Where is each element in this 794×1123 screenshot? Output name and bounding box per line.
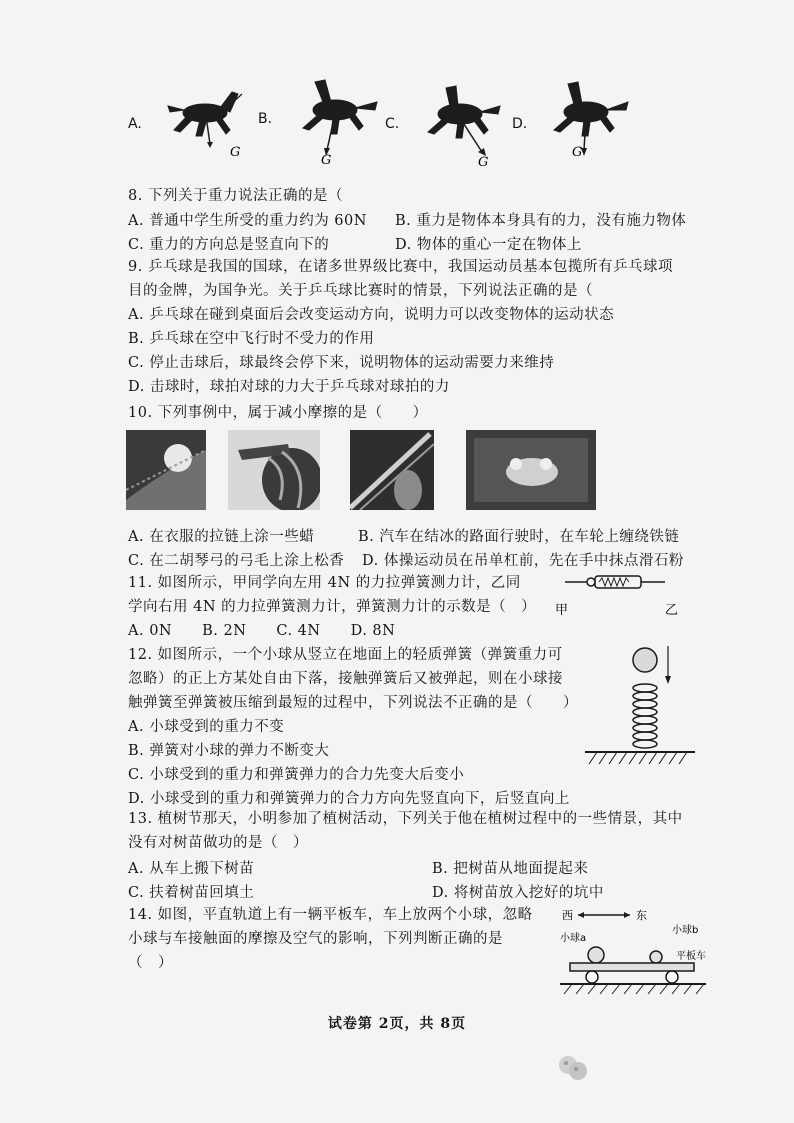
label-ball-b: 小球b	[672, 925, 699, 936]
q13-option-b: B. 把树苗从地面提起来	[432, 861, 589, 877]
q12-option-c: C. 小球受到的重力和弹簧弹力的合力先变大后变小	[128, 767, 465, 783]
label-cart: 平板车	[676, 951, 706, 962]
q11-stem-line1: 11. 如图所示，甲同学向左用 4N 的力拉弹簧测力计，乙同	[128, 575, 521, 591]
q10-option-d: D. 体操运动员在吊单杠前，先在手中抹点滑石粉	[362, 553, 684, 569]
label-ball-a: 小球a	[560, 933, 587, 944]
q13-option-d: D. 将树苗放入挖好的坑中	[432, 885, 604, 901]
horse-figure-b	[285, 72, 385, 168]
q12-option-a: A. 小球受到的重力不变	[128, 719, 285, 735]
q13-stem-line2: 没有对树苗做功的是（ ）	[128, 835, 308, 851]
gravity-label-d: G	[572, 145, 583, 160]
gravity-label-a: G	[230, 145, 241, 160]
label-yi: 乙	[665, 603, 679, 618]
q11-options: A. 0N B. 2N C. 4N D. 8N	[128, 623, 396, 639]
label-east: 东	[636, 909, 647, 922]
q12-option-d: D. 小球受到的重力和弹簧弹力的合力方向先竖直向下，后竖直向上	[128, 791, 570, 807]
q8-stem: 8. 下列关于重力说法正确的是（	[128, 188, 343, 204]
ball-spring-figure	[585, 640, 695, 770]
q14-stem-line3: （ ）	[128, 955, 173, 971]
q10-option-a: A. 在衣服的拉链上涂一些蜡	[128, 529, 315, 545]
q11-stem-line2: 学向右用 4N 的力拉弹簧测力计，弹簧测力计的示数是（ ）	[128, 599, 537, 615]
q9-option-b: B. 乒乓球在空中飞行时不受力的作用	[128, 331, 375, 347]
q12-stem-line1: 12. 如图所示，一个小球从竖立在地面上的轻质弹簧（弹簧重力可	[128, 647, 563, 663]
q12-stem-line2: 忽略）的正上方某处自由下落，接触弹簧后又被弹起，则在小球接	[128, 671, 563, 687]
q9-option-d: D. 击球时，球拍对球的力大于乒乓球对球拍的力	[128, 379, 450, 395]
q10-option-b: B. 汽车在结冰的路面行驶时，在车轮上缠绕铁链	[358, 529, 680, 545]
gravity-label-b: G	[321, 153, 332, 168]
q14-stem-line1: 14. 如图，平直轨道上有一辆平板车，车上放两个小球，忽略	[128, 907, 533, 923]
q8-option-c: C. 重力的方向总是竖直向下的	[128, 237, 330, 253]
q10-option-c: C. 在二胡琴弓的弓毛上涂上松香	[128, 553, 345, 569]
q14-stem-line2: 小球与车接触面的摩擦及空气的影响，下列判断正确的是	[128, 931, 503, 947]
label-jia: 甲	[555, 603, 569, 618]
q13-stem-line1: 13. 植树节那天，小明参加了植树活动，下列关于他在植树过程中的一些情景，其中	[128, 811, 683, 827]
q9-option-a: A. 乒乓球在碰到桌面后会改变运动方向，说明力可以改变物体的运动状态	[128, 307, 615, 323]
q7-option-a-label: A.	[128, 116, 142, 132]
q7-option-d-label: D.	[512, 116, 528, 132]
horse-figure-c	[412, 78, 512, 170]
q13-option-c: C. 扶着树苗回填土	[128, 885, 255, 901]
q13-option-a: A. 从车上搬下树苗	[128, 861, 255, 877]
photo-gymnast-chalk	[466, 430, 596, 510]
q8-option-d: D. 物体的重心一定在物体上	[395, 237, 582, 253]
watermark-icon	[556, 1053, 590, 1083]
q9-option-c: C. 停止击球后，球最终会停下来，说明物体的运动需要力来维持	[128, 355, 555, 371]
q12-option-b: B. 弹簧对小球的弹力不断变大	[128, 743, 330, 759]
cart-balls-figure	[560, 905, 710, 997]
q7-option-b-label: B.	[258, 111, 273, 127]
horse-figure-a	[160, 80, 250, 160]
horse-figure-d	[538, 76, 638, 168]
q12-stem-line3: 触弹簧至弹簧被压缩到最短的过程中，下列说法不正确的是（ ）	[128, 695, 578, 711]
gravity-label-c: G	[478, 155, 489, 170]
photo-zipper-wax	[126, 430, 206, 510]
q10-stem: 10. 下列事例中，属于减小摩擦的是（ ）	[128, 405, 428, 421]
label-west: 西	[562, 909, 573, 922]
q8-option-a: A. 普通中学生所受的重力约为 60N	[128, 213, 367, 229]
q7-option-c-label: C.	[385, 116, 400, 132]
photo-tire-chain	[228, 430, 320, 510]
q9-stem-line2: 目的金牌，为国争光。关于乒乓球比赛时的情景，下列说法正确的是（	[128, 283, 593, 299]
spring-scale-figure	[555, 570, 695, 620]
q9-stem-line1: 9. 乒乓球是我国的国球，在诸多世界级比赛中，我国运动员基本包揽所有乒乓球项	[128, 259, 673, 275]
page-footer: 试卷第 2页，共 8页	[327, 1016, 467, 1032]
photo-erhu-bow	[350, 430, 434, 510]
q8-option-b: B. 重力是物体本身具有的力，没有施力物体	[395, 213, 687, 229]
